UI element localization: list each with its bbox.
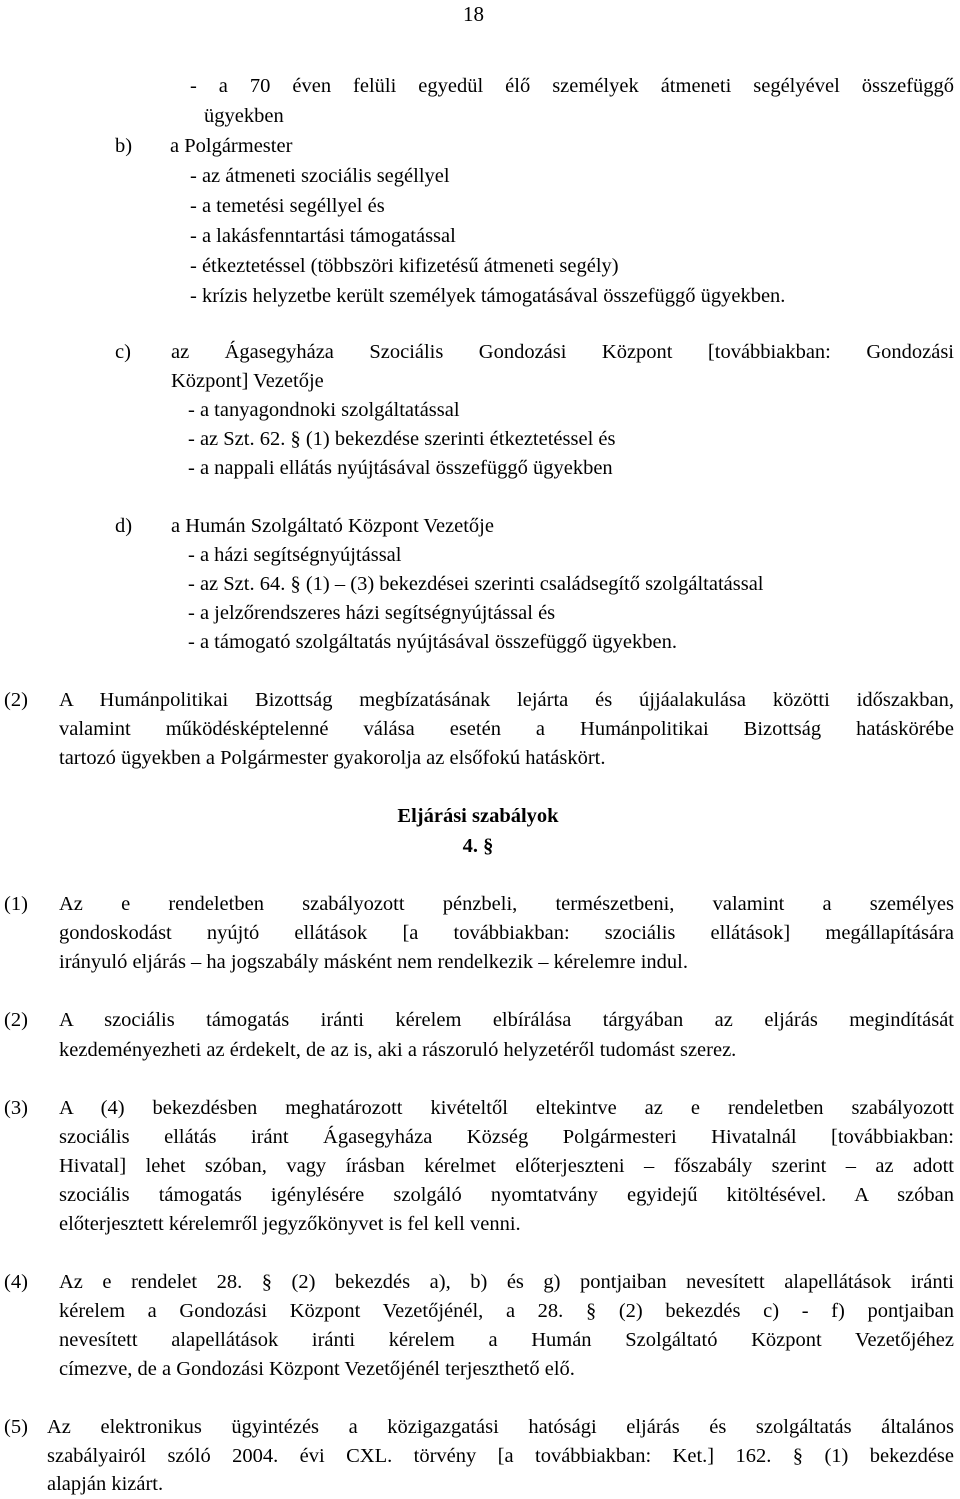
list-line: - az Szt. 64. § (1) – (3) bekezdései szerinti családsegítő szolgáltatással — [188, 573, 764, 595]
paragraph-line: címezve, de a Gondozási Központ Vezetőjénél terjeszthető elő. — [59, 1358, 575, 1380]
list-line: - az Szt. 62. § (1) bekezdése szerinti étkeztetéssel és — [188, 428, 616, 450]
list-line: - a nappali ellátás nyújtásával összefüggő ügyekben — [188, 457, 613, 479]
item-heading: az Ágasegyháza Szociális Gondozási Központ [továbbiakban: Gondozási — [171, 341, 954, 363]
paragraph-line: Az e rendeletben szabályozott pénzbeli, természetbeni, valamint a személyes — [59, 893, 954, 915]
paragraph-line: A Humánpolitikai Bizottság megbízatásának lejárta és újjáalakulása közötti időszakban, — [59, 689, 954, 711]
paragraph-line: A (4) bekezdésben meghatározott kivételtől eltekintve az e rendeletben szabályozott — [59, 1097, 954, 1119]
item-heading: Központ] Vezetője — [171, 370, 324, 392]
list-line: - a házi segítségnyújtással — [188, 544, 402, 566]
paragraph-line: kérelem a Gondozási Központ Vezetőjénél, a 28. § (2) bekezdés c) - f) pontjaiban — [59, 1300, 954, 1322]
paragraph-line: valamint működésképtelenné válása esetén a Humánpolitikai Bizottság hatáskörébe — [59, 718, 954, 740]
paragraph-label: (2) — [4, 689, 28, 711]
section-title: Eljárási szabályok — [397, 805, 559, 827]
paragraph-label: (5) — [4, 1416, 28, 1438]
paragraph-line: Az elektronikus ügyintézés a közigazgatási hatósági eljárás és szolgáltatás általános — [47, 1416, 954, 1438]
paragraph-label: (2) — [4, 1009, 28, 1031]
list-line: - étkeztetéssel (többszöri kifizetésű átmeneti segély) — [190, 255, 619, 277]
list-line: - a 70 éven felüli egyedül élő személyek átmeneti segélyével összefüggő — [190, 75, 954, 97]
paragraph-line: szociális ellátás iránt Ágasegyháza Község Polgármesteri Hivatalnál [továbbiakban: — [59, 1126, 954, 1148]
list-line: - krízis helyzetbe került személyek támogatásával összefüggő ügyekben. — [190, 285, 786, 307]
paragraph-line: Hivatal] lehet szóban, vagy írásban kérelmet előterjeszteni – főszabály szerint – az adott — [59, 1155, 954, 1177]
item-label: d) — [115, 515, 133, 537]
item-heading: a Humán Szolgáltató Központ Vezetője — [171, 515, 494, 537]
paragraph-line: Az e rendelet 28. § (2) bekezdés a), b) és g) pontjaiban nevesített alapellátások iránti — [59, 1271, 954, 1293]
list-line: - a tanyagondnoki szolgáltatással — [188, 399, 460, 421]
list-line: ügyekben — [204, 105, 284, 127]
paragraph-line: előterjesztett kérelemről jegyzőkönyvet is fel kell venni. — [59, 1213, 521, 1235]
list-line: - az átmeneti szociális segéllyel — [190, 165, 450, 187]
paragraph-line: gondoskodást nyújtó ellátások [a továbbiakban: szociális ellátások] megállapítására — [59, 922, 954, 944]
item-heading: a Polgármester — [170, 135, 293, 157]
paragraph-label: (1) — [4, 893, 28, 915]
paragraph-line: szociális támogatás igénylésére szolgáló nyomtatvány egyidejű kitöltésével. A szóban — [59, 1184, 954, 1206]
list-line: - a temetési segéllyel és — [190, 195, 385, 217]
item-label: b) — [115, 135, 133, 157]
paragraph-label: (4) — [4, 1271, 28, 1293]
list-line: - a lakásfenntartási támogatással — [190, 225, 456, 247]
item-label: c) — [115, 341, 131, 363]
list-line: - a jelzőrendszeres házi segítségnyújtással és — [188, 602, 556, 624]
paragraph-line: szabályairól szóló 2004. évi CXL. törvény [a továbbiakban: Ket.] 162. § (1) bekezdése — [47, 1445, 954, 1467]
paragraph-line: nevesített alapellátások iránti kérelem a Humán Szolgáltató Központ Vezetőjéhez — [59, 1329, 954, 1351]
paragraph-line: irányuló eljárás – ha jogszabály másként nem rendelkezik – kérelemre indul. — [59, 951, 689, 973]
list-line: - a támogató szolgáltatás nyújtásával összefüggő ügyekben. — [188, 631, 678, 653]
paragraph-line: tartozó ügyekben a Polgármester gyakorolja az elsőfokú hatáskört. — [59, 747, 606, 769]
paragraph-label: (3) — [4, 1097, 28, 1119]
page-number: 18 — [463, 2, 484, 26]
section-number: 4. § — [462, 835, 494, 857]
paragraph-line: A szociális támogatás iránti kérelem elbírálása tárgyában az eljárás megindítását — [59, 1009, 954, 1031]
paragraph-line: alapján kizárt. — [47, 1473, 164, 1495]
paragraph-line: kezdeményezheti az érdekelt, de az is, aki a rászoruló helyzetéről tudomást szerez. — [59, 1039, 737, 1061]
